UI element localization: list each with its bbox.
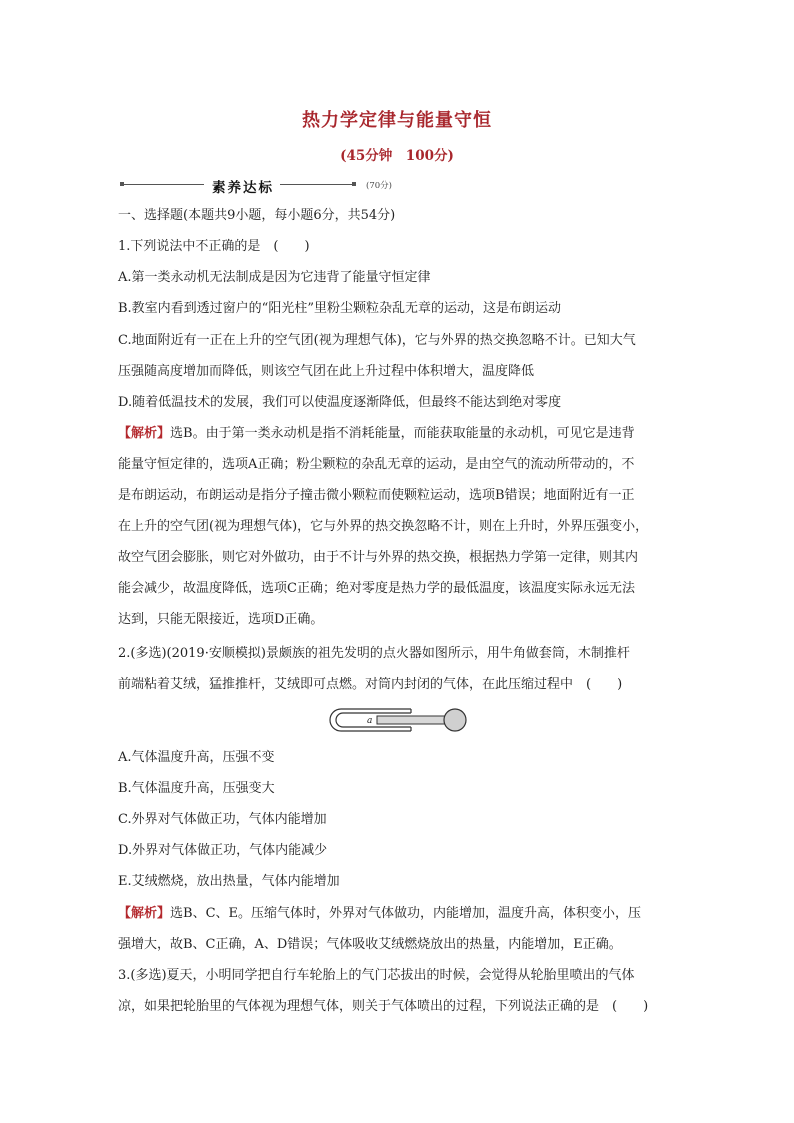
right-rule bbox=[280, 184, 354, 185]
q1-analysis-line7: 达到，只能无限接近，选项D正确。 bbox=[118, 612, 324, 627]
q2-stem-line1: 2.(多选)(2019·安顺模拟)景颇族的祖先发明的点火器如图所示，用牛角做套筒，木制推杆 bbox=[118, 646, 630, 661]
q2-option-b: B.气体温度升高，压强变大 bbox=[118, 781, 275, 796]
q2-option-d: D.外界对气体做正功，气体内能减少 bbox=[118, 843, 328, 858]
left-rule bbox=[120, 184, 204, 185]
rod-handle bbox=[444, 709, 466, 731]
section-intro: 一、选择题(本题共9小题，每小题6分，共54分) bbox=[118, 208, 396, 223]
document-title: 热力学定律与能量守恒 bbox=[302, 110, 492, 131]
section-score: (70分) bbox=[366, 181, 392, 191]
push-rod bbox=[377, 716, 445, 724]
q1-option-d: D.随着低温技术的发展，我们可以使温度逐渐降低，但最终不能达到绝对零度 bbox=[118, 395, 562, 410]
section-header bbox=[120, 176, 420, 194]
q1-analysis-line3: 是布朗运动，布朗运动是指分子撞击微小颗粒而使颗粒运动，选项B错误；地面附近有一正 bbox=[118, 488, 635, 503]
time-score-subtitle: (45分钟 100分) bbox=[340, 148, 454, 164]
q1-analysis-line6: 能会减少，故温度降低，选项C正确；绝对零度是热力学的最低温度，该温度实际永远无法 bbox=[118, 581, 635, 596]
q3-stem-line2: 凉，如果把轮胎里的气体视为理想气体，则关于气体喷出的过程，下列说法正确的是 ( ) bbox=[118, 999, 649, 1014]
q2-stem-line2: 前端粘着艾绒，猛推推杆，艾绒即可点燃。对筒内封闭的气体，在此压缩过程中 ( ) bbox=[118, 677, 623, 692]
q1-option-b: B.教室内看到透过窗户的“阳光柱”里粉尘颗粒杂乱无章的运动，这是布朗运动 bbox=[118, 301, 561, 316]
q2-option-e: E.艾绒燃烧，放出热量，气体内能增加 bbox=[118, 874, 340, 889]
q2-option-a: A.气体温度升高，压强不变 bbox=[118, 750, 275, 765]
section-heading: 素养达标 bbox=[212, 180, 274, 196]
q1-analysis-line4: 在上升的空气团(视为理想气体)，它与外界的热交换忽略不计，则在上升时，外界压强变小， bbox=[118, 519, 649, 534]
q3-stem-line1: 3.(多选)夏天，小明同学把自行车轮胎上的气门芯拔出的时候，会觉得从轮胎里喷出的气体 bbox=[118, 968, 635, 983]
q1-analysis-line1: 【解析】选B。由于第一类永动机是指不消耗能量，而能获取能量的永动机，可见它是违背 bbox=[118, 426, 635, 441]
fire-piston-diagram bbox=[327, 704, 469, 736]
gas-label: a bbox=[367, 716, 373, 726]
q1-analysis-label: 【解析】 bbox=[118, 426, 171, 441]
q2-analysis-line2: 强增大，故B、C正确，A、D错误；气体吸收艾绒燃烧放出的热量，内能增加，E正确。 bbox=[118, 937, 622, 952]
right-bullet-square bbox=[352, 182, 356, 186]
q1-analysis-line5: 故空气团会膨胀，则它对外做功，由于不计与外界的热交换，根据热力学第一定律，则其内 bbox=[118, 550, 639, 565]
q1-analysis-line2: 能量守恒定律的，选项A正确；粉尘颗粒的杂乱无章的运动，是由空气的流动所带动的，不 bbox=[118, 457, 635, 472]
q2-option-c: C.外界对气体做正功，气体内能增加 bbox=[118, 812, 327, 827]
q1-option-c-line1: C.地面附近有一正在上升的空气团(视为理想气体)，它与外界的热交换忽略不计。已知大气 bbox=[118, 333, 636, 348]
q2-analysis-label: 【解析】 bbox=[118, 906, 171, 921]
q1-stem: 1.下列说法中不正确的是 ( ) bbox=[118, 239, 310, 254]
q1-option-a: A.第一类永动机无法制成是因为它违背了能量守恒定律 bbox=[118, 270, 431, 285]
q2-analysis-line1: 【解析】选B、C、E。压缩气体时，外界对气体做功，内能增加，温度升高，体积变小，压 bbox=[118, 906, 642, 921]
q1-option-c-line2: 压强随高度增加而降低，则该空气团在此上升过程中体积增大，温度降低 bbox=[118, 364, 535, 379]
